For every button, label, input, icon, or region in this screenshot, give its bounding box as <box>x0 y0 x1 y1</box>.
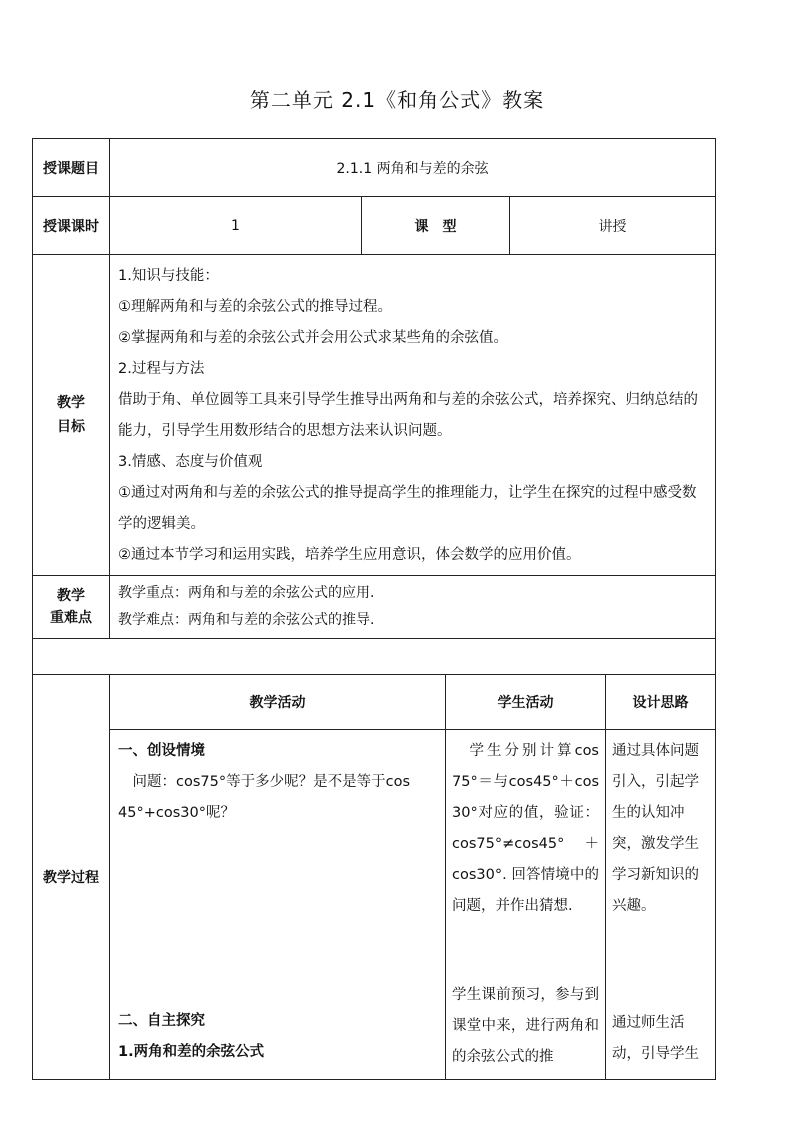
keypoint-line: 教学难点：两角和与差的余弦公式的推导. <box>118 612 375 628</box>
hours-value: 1 <box>110 197 362 255</box>
section-2-title: 二、自主探究 <box>118 1013 205 1029</box>
section-2-subtitle: 1.两角和差的余弦公式 <box>118 1044 265 1060</box>
objective-line: 3.情感、态度与价值观 <box>118 454 263 470</box>
objective-line: 借助于角、单位圆等工具来引导学生推导出两角和与差的余弦公式，培养探究、归纳总结的能力，引导学生用数形结合的思想方法来认识问题。 <box>118 392 698 439</box>
keypoints-row <box>33 576 716 639</box>
objectives-content <box>110 255 716 576</box>
header-teaching: 教学活动 <box>110 675 446 730</box>
hours-row <box>33 197 716 255</box>
document-title: 第二单元 2.1《和角公式》教案 <box>249 88 545 112</box>
section-1-text: 问题：cos75°等于多少呢？是不是等于cos 45°+cos30°呢？ <box>118 774 410 821</box>
objective-line: ②掌握两角和与差的余弦公式并会用公式求某些角的余弦值。 <box>118 330 508 346</box>
teaching-activity-cell <box>110 730 446 1080</box>
keypoints-content <box>110 576 716 639</box>
blank-row <box>33 639 716 675</box>
process-content-row <box>33 730 716 1080</box>
objective-line: ①通过对两角和与差的余弦公式的推导提高学生的推理能力，让学生在探究的过程中感受数学的逻辑美。 <box>118 485 697 532</box>
student-activity-cell <box>446 730 606 1080</box>
objective-line: ②通过本节学习和运用实践，培养学生应用意识，体会数学的应用价值。 <box>118 547 581 563</box>
topic-value: 2.1.1 两角和与差的余弦 <box>110 139 716 197</box>
design-cell <box>606 730 716 1080</box>
header-student: 学生活动 <box>446 675 606 730</box>
objective-line: 1.知识与技能： <box>118 268 219 284</box>
design-text-1: 通过具体问题引入，引起学生的认知冲突，激发学生学习新知识的兴趣。 <box>612 743 699 914</box>
student-text-1: 学生分别计算cos 75°＝与cos45°＋cos 30°对应的值，验证：cos75°≠cos45°＋cos30°. 回答情境中的问题，并作出猜想. <box>452 743 599 914</box>
process-header-row <box>33 675 716 730</box>
design-text-2: 通过师生活动，引导学生 <box>612 1015 699 1062</box>
keypoint-line: 教学重点：两角和与差的余弦公式的应用. <box>118 585 375 601</box>
student-text-2: 学生课前预习，参与到课堂中来，进行两角和的余弦公式的推 <box>452 987 599 1065</box>
topic-row <box>33 139 716 197</box>
objective-line: 2.过程与方法 <box>118 361 205 377</box>
keypoints-label-text: 教学 重难点 <box>50 588 92 626</box>
process-label: 教学过程 <box>33 675 110 1080</box>
topic-label: 授课题目 <box>33 139 110 197</box>
section-1-title: 一、创设情境 <box>118 743 205 759</box>
objectives-label-text: 教学 目标 <box>57 395 85 435</box>
spacer <box>118 829 437 1006</box>
header-design: 设计思路 <box>606 675 716 730</box>
objective-line: ①理解两角和与差的余弦公式的推导过程。 <box>118 299 392 315</box>
objectives-row <box>33 255 716 576</box>
spacer <box>452 922 599 980</box>
lesson-plan-table <box>32 138 716 1080</box>
type-label: 课 型 <box>362 197 510 255</box>
objectives-label <box>33 255 110 576</box>
type-value: 讲授 <box>510 197 716 255</box>
hours-label: 授课课时 <box>33 197 110 255</box>
spacer <box>612 922 709 1008</box>
keypoints-label <box>33 576 110 639</box>
blank-cell <box>33 639 716 675</box>
